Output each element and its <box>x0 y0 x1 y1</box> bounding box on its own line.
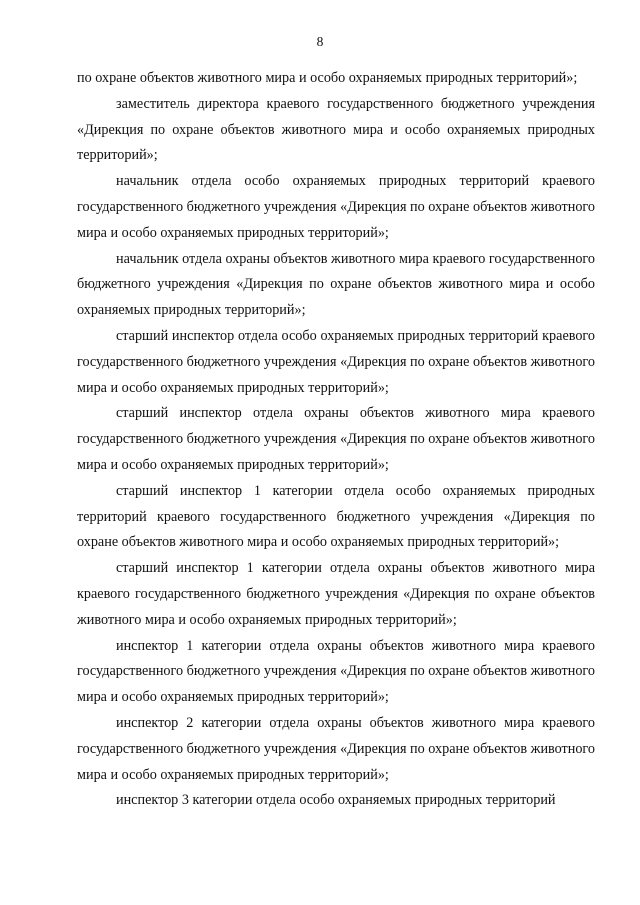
paragraph: старший инспектор 1 категории отдела охраны объектов животного мира краевого государственного бюджетного учреждения «Дирекция по охране объектов животного мира и особо охраняемых природных территорий»; <box>77 560 595 628</box>
paragraph: по охране объектов животного мира и особо охраняемых природных территорий»; <box>77 70 578 86</box>
paragraph: старший инспектор отдела охраны объектов животного мира краевого государственного бюджетного учреждения «Дирекция по охране объектов животного мира и особо охраняемых природных территорий»; <box>77 405 595 473</box>
paragraph: инспектор 3 категории отдела особо охраняемых природных территорий <box>116 792 556 809</box>
paragraph: заместитель директора краевого государственного бюджетного учреждения «Дирекция по охране объектов животного мира и особо охраняемых природных территорий»; <box>77 95 595 164</box>
document-body <box>77 66 595 814</box>
paragraph: начальник отдела особо охраняемых природных территорий краевого государственного бюджетного учреждения «Дирекция по охране объектов животного мира и особо охраняемых природных территорий»; <box>77 173 595 241</box>
page-number: 8 <box>316 34 324 49</box>
paragraph: старший инспектор отдела особо охраняемых природных территорий краевого государственного бюджетного учреждения «Дирекция по охране объектов животного мира и особо охраняемых природных территорий»; <box>77 327 595 396</box>
paragraph: инспектор 2 категории отдела охраны объектов животного мира краевого государственного бюджетного учреждения «Дирекция по охране объектов животного мира и особо охраняемых природных территорий»; <box>77 714 595 783</box>
paragraph: старший инспектор 1 категории отдела особо охраняемых природных территорий краевого государственного бюджетного учреждения «Дирекция по охране объектов животного мира и особо охраняемых природных территорий»; <box>77 482 595 551</box>
paragraph: начальник отдела охраны объектов животного мира краевого государственного бюджетного учреждения «Дирекция по охране объектов животного мира и особо охраняемых природных территорий»; <box>77 250 595 319</box>
paragraph: инспектор 1 категории отдела охраны объектов животного мира краевого государственного бюджетного учреждения «Дирекция по охране объектов животного мира и особо охраняемых природных территорий»; <box>77 637 595 706</box>
